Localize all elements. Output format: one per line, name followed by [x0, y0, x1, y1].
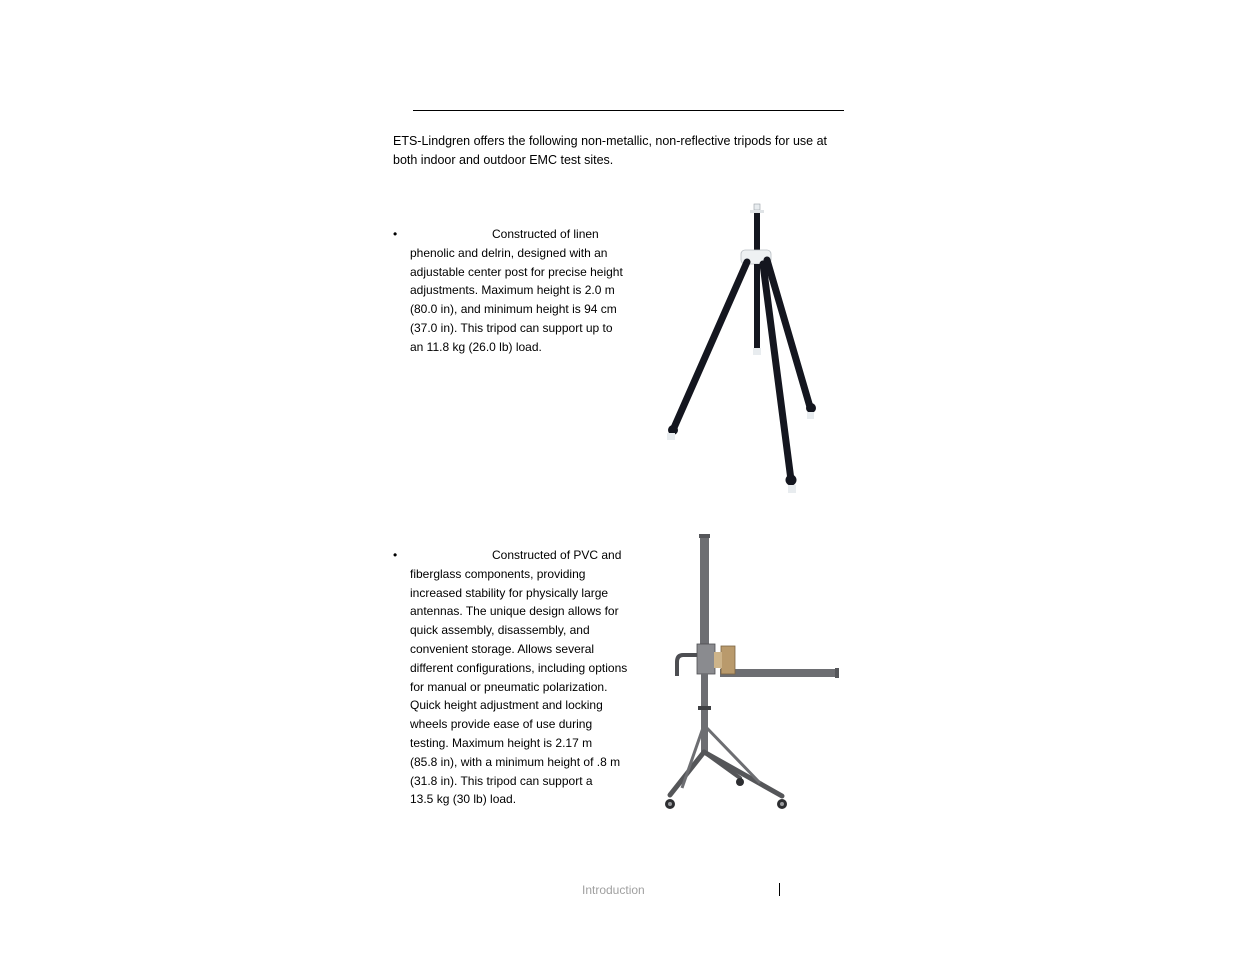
header-rule — [413, 110, 844, 111]
tripod-description-2 — [410, 546, 642, 809]
tripod-description-1 — [410, 225, 642, 357]
desc-line: wheels provide ease of use during — [410, 717, 593, 732]
desc-line: Constructed of linen — [492, 227, 599, 241]
footer-section-label: Introduction — [582, 883, 645, 897]
desc-line: antennas. The unique design allows for — [410, 604, 619, 619]
desc-line: different configurations, including options — [410, 660, 628, 675]
tripod-photo-2 — [650, 520, 845, 815]
desc-line: quick assembly, disassembly, and — [410, 623, 590, 638]
desc-line: an 11.8 kg (26.0 lb) load. — [410, 339, 542, 354]
bullet-marker: • — [393, 548, 398, 562]
desc-line: for manual or pneumatic polarization. — [410, 679, 608, 694]
footer-divider — [779, 883, 780, 896]
bullet-marker: • — [393, 227, 398, 241]
desc-line: (31.8 in). This tripod can support a — [410, 773, 593, 788]
desc-line: convenient storage. Allows several — [410, 641, 595, 656]
intro-paragraph: ETS-Lindgren offers the following non-metallic, non-reflective tripods for use at both indoor and outdoor EMC test sites. — [393, 134, 828, 167]
desc-line: adjustable center post for precise height — [410, 264, 623, 279]
desc-line: phenolic and delrin, designed with an — [410, 245, 608, 260]
desc-line: (37.0 in). This tripod can support up to — [410, 320, 613, 335]
desc-line: (80.0 in), and minimum height is 94 cm — [410, 302, 617, 317]
desc-line: adjustments. Maximum height is 2.0 m — [410, 283, 615, 298]
desc-line: increased stability for physically large — [410, 585, 609, 600]
tripod-photo-1 — [655, 200, 830, 500]
desc-line: (85.8 in), with a minimum height of .8 m — [410, 754, 621, 769]
desc-line: testing. Maximum height is 2.17 m — [410, 735, 593, 750]
desc-line: fiberglass components, providing — [410, 566, 586, 581]
desc-line: Quick height adjustment and locking — [410, 698, 603, 713]
desc-line: 13.5 kg (30 lb) load. — [410, 792, 517, 807]
desc-line: Constructed of PVC and — [492, 548, 622, 562]
